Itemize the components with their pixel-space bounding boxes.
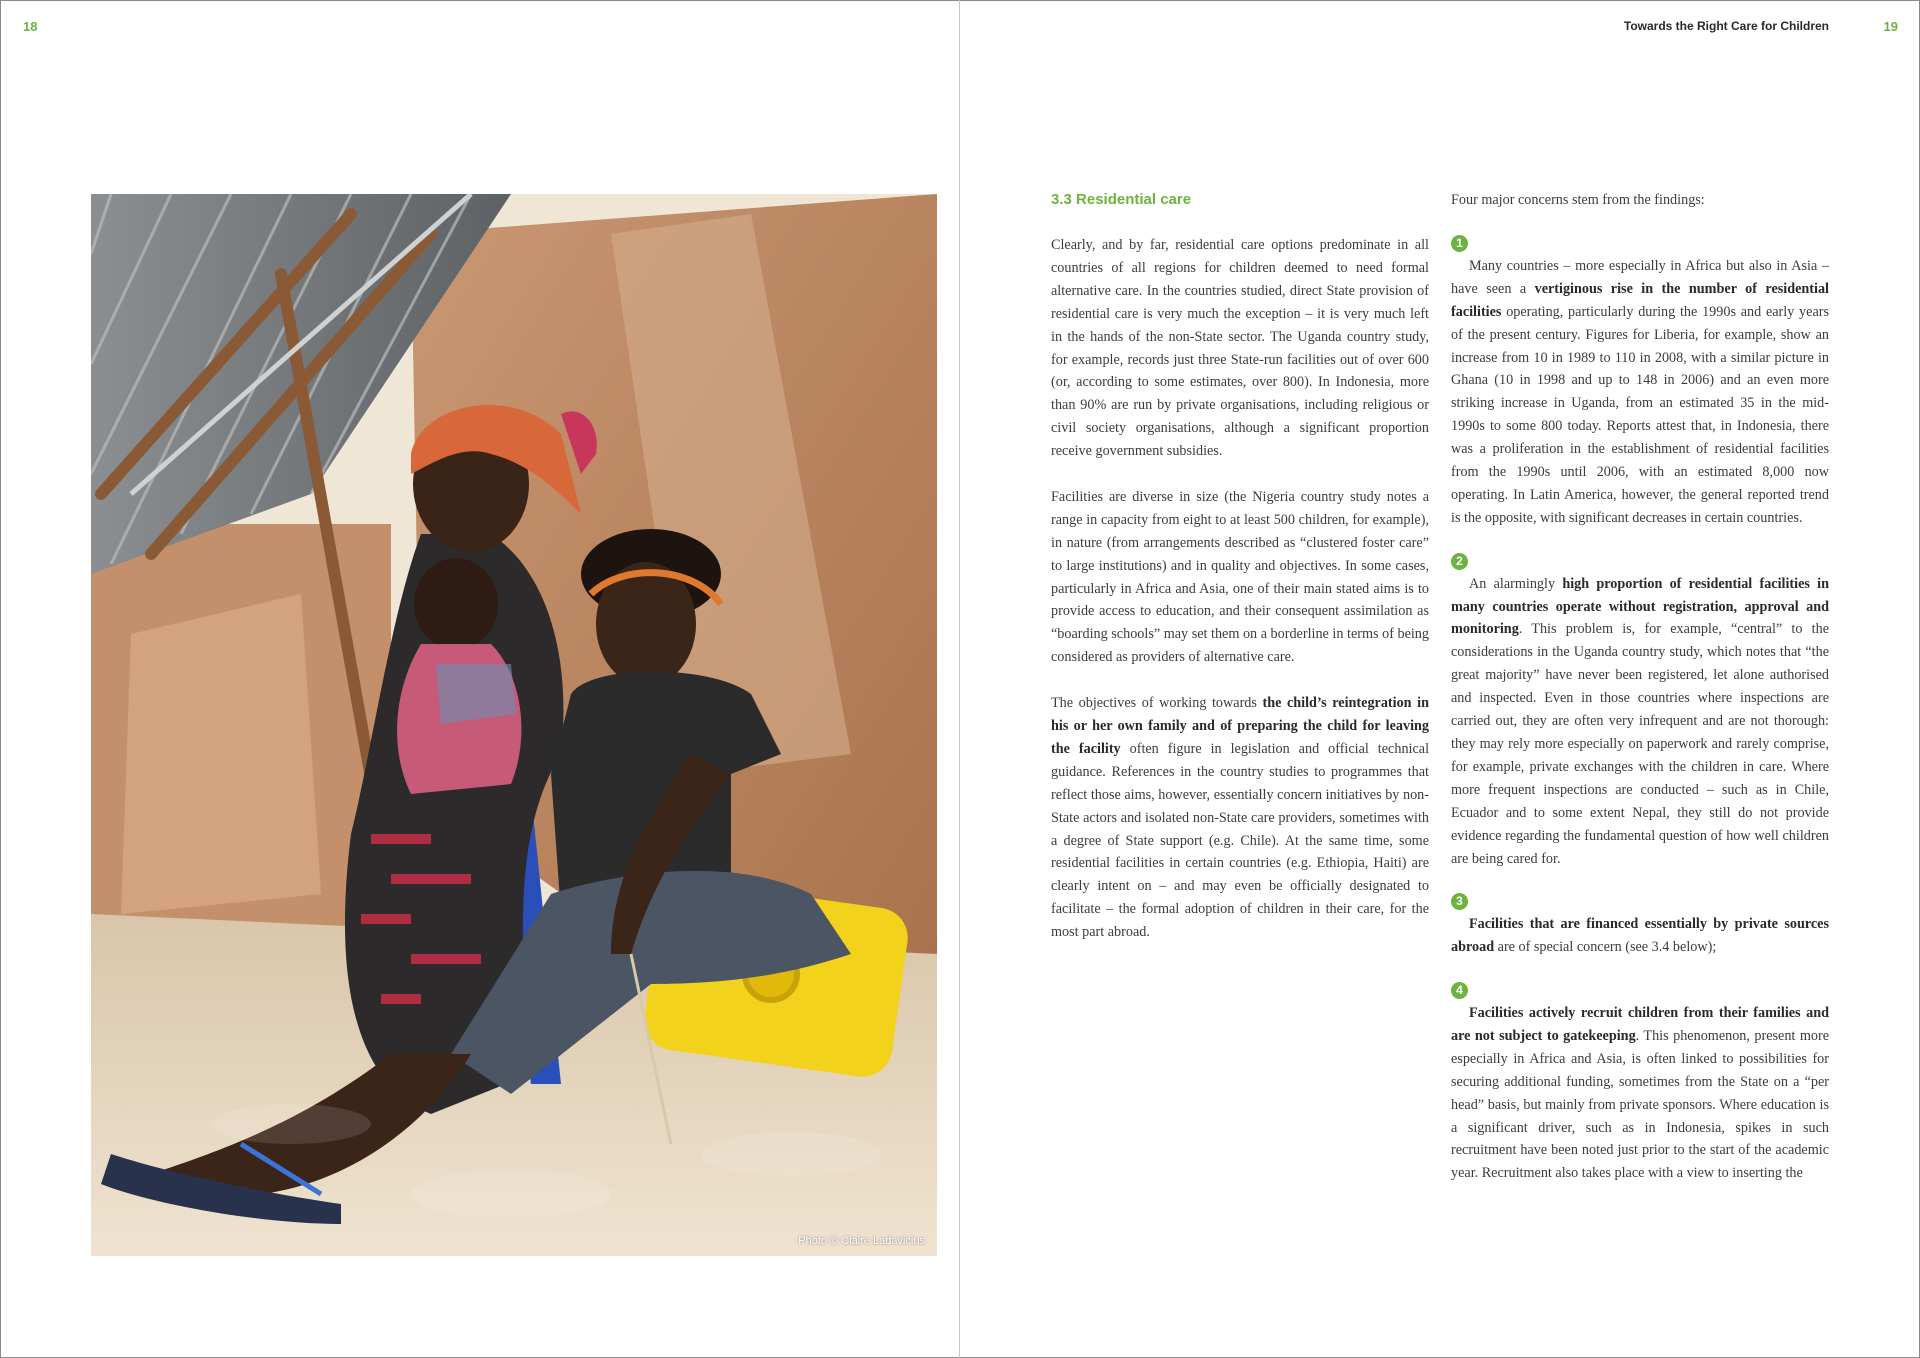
concern-number-badge: 2 bbox=[1451, 553, 1468, 570]
text-run: An alarmingly bbox=[1469, 575, 1563, 592]
concern-number-badge: 4 bbox=[1451, 982, 1468, 999]
photo-women-and-child bbox=[91, 194, 937, 1256]
left-page-number: 18 bbox=[23, 19, 38, 34]
concern-text bbox=[1451, 1002, 1829, 1185]
bold-text-run: vertiginous rise in the number of residential facilities bbox=[1451, 280, 1829, 320]
concern-number-badge: 1 bbox=[1451, 235, 1468, 252]
photo-illustration bbox=[91, 194, 937, 1256]
bold-text-run: high proportion of residential facilities in many countries operate without registration, approval and monitoring bbox=[1451, 575, 1829, 638]
column-right bbox=[1451, 188, 1829, 1208]
concern-text bbox=[1451, 573, 1829, 871]
photo-credit: Photo © Claire Ladavicius bbox=[798, 1235, 925, 1247]
text-run: Clearly, and by far, residential care options predominate in all countries of all regions for children deemed to need formal alternative care. In the countries studied, direct State provision of residential care is very much the exception – it is very much left in the hands of the non-State sector. The Uganda country study, for example, records just three State-run facilities out of over 600 (or, according to some estimates, over 800). In Indonesia, more than 90% are run by private organisations, including religious or civil society organisations, although a significant proportion receive government subsidies. bbox=[1051, 237, 1429, 460]
section-paragraph-3 bbox=[1051, 692, 1429, 944]
text-run: The objectives of working towards bbox=[1051, 695, 1263, 712]
text-run: Many countries – more especially in Africa but also in Asia – have seen a bbox=[1451, 257, 1829, 297]
text-run: are of special concern (see 3.4 below); bbox=[1494, 939, 1717, 956]
concerns-intro: Four major concerns stem from the findings: bbox=[1451, 192, 1705, 208]
concern-text bbox=[1451, 255, 1829, 530]
page-spine bbox=[959, 0, 960, 1358]
bold-text-run: the child’s reintegration in his or her own family and of preparing the child for leaving the facility bbox=[1051, 695, 1429, 757]
right-page-number: 19 bbox=[1883, 19, 1898, 34]
text-run: Facilities are diverse in size (the Nigeria country study notes a range in capacity from eight to at least 500 children, for example), in nature (from arrangements described as “clustered foster care” to large institutions) and in quality and objectives. In some cases, particularly in Africa and Asia, one of their main stated aims is to provide access to education, and their consequent assimilation as “boarding schools” may set them on a borderline in terms of being considered as providers of alternative care. bbox=[1051, 488, 1429, 666]
bold-text-run: Facilities actively recruit children from their families and are not subject to gatekeeping bbox=[1451, 1005, 1829, 1044]
bold-text-run: Facilities that are financed essentially by private sources abroad bbox=[1451, 916, 1829, 956]
text-run: operating, particularly during the 1990s and early years of the present century. Figures for Liberia, for example, show an increase from 10 in 1989 to 110 in 2008, with a similar picture in Ghana (10 in 1998 and up to 148 in 2006) and an even more striking increase in Uganda, from an estimated 35 in the mid-1990s to some 800 today. Reports attest that, in Indonesia, there was a proliferation in the establishment of residential facilities from the 1990s until 2006, with an estimated 8,000 now operating. In Latin America, however, the general reported trend is the opposite, with significant decreases in certain countries. bbox=[1451, 303, 1829, 526]
concern-number-badge: 3 bbox=[1451, 893, 1468, 910]
concern-item bbox=[1451, 235, 1829, 530]
text-run: . This phenomenon, present more especially in Africa and Asia, is often linked to possibilities for securing additional funding, sometimes from the State on a “per head” basis, but mainly from private sponsors. Where education is a significant driver, such as in Indonesia, spikes in such recruitment have been noted just prior to the start of the academic year. Recruitment also takes place with a view to inserting the bbox=[1451, 1027, 1829, 1182]
concern-item bbox=[1451, 553, 1829, 871]
running-head: Towards the Right Care for Children bbox=[1623, 19, 1829, 33]
section-paragraph-2 bbox=[1051, 486, 1429, 669]
column-left bbox=[1051, 188, 1429, 967]
concern-text bbox=[1451, 913, 1829, 959]
concern-item bbox=[1451, 893, 1829, 959]
section-title: 3.3 Residential care bbox=[1051, 191, 1192, 208]
section-paragraph-1 bbox=[1051, 234, 1429, 463]
text-run: . This problem is, for example, “central” to the considerations in the Uganda country study, which notes that “the great majority” have never been registered, let alone authorised and inspected. Even in those countries where inspections are carried out, they are often very infrequent and are not thorough: they may rely more especially on paperwork and rarely comprise, for example, private exchanges with the children in care. Where more frequent inspections are conducted – such as in Chile, Ecuador and to some extent Nepal, they still do not provide evidence regarding the fundamental question of how well children are being cared for. bbox=[1451, 621, 1829, 867]
text-run: often figure in legislation and official technical guidance. References in the country studies to programmes that reflect those aims, however, essentially concern initiatives by non-State actors and isolated non-State care providers, sometimes with a degree of State support (e.g. Chile). At the same time, some residential facilities in certain countries (e.g. Ethiopia, Haiti) are clearly intent on – and may even be officially designated to facilitate – the formal adoption of children in their care, for the most part abroad. bbox=[1051, 740, 1430, 941]
concern-item bbox=[1451, 982, 1829, 1185]
